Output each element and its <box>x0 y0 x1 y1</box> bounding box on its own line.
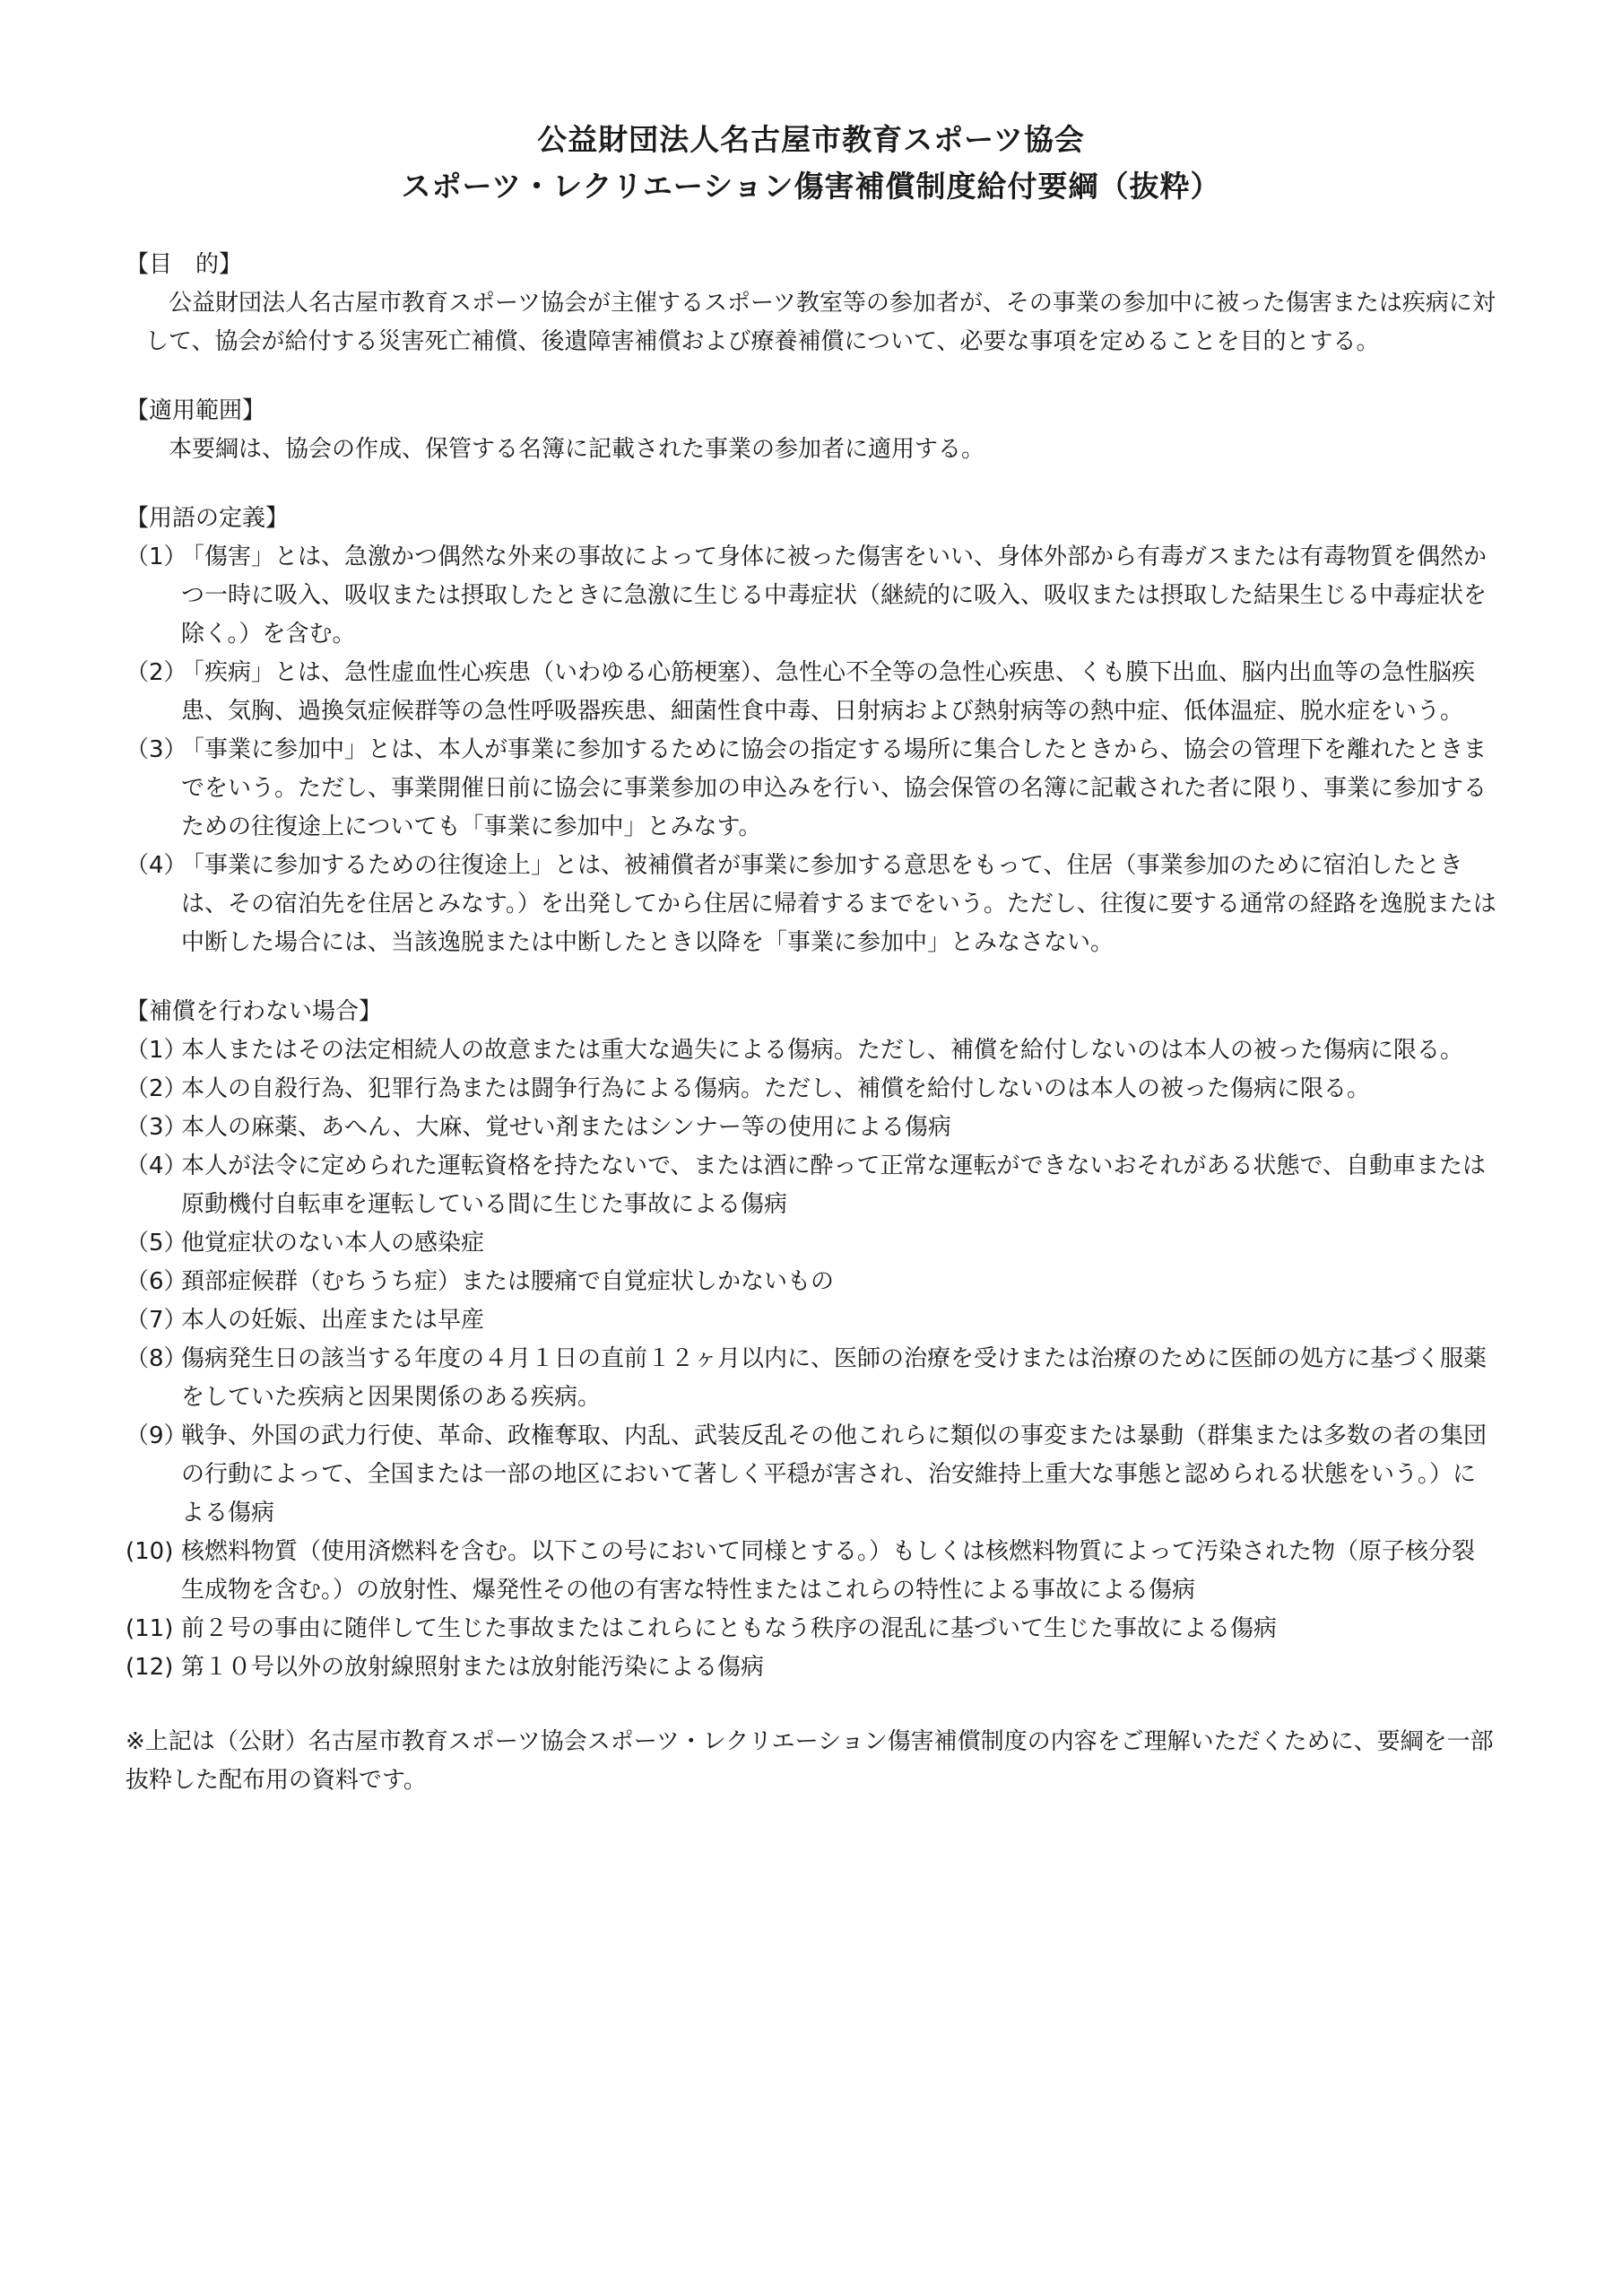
list-item <box>126 1224 1496 1263</box>
item-text: 「疾病」とは、急性虚血性心疾患（いわゆる心筋梗塞）、急性心不全等の急性心疾患、くも膜下出血、脳内出血等の急性脳疾患、気胸、過換気症候群等の急性呼吸器疾患、細菌性食中毒、日射病および熱射病等の熱中症、低体温症、脱水症をいう。 <box>181 659 1476 725</box>
scope-heading: 【適用範囲】 <box>126 397 266 424</box>
list-item <box>126 1533 1496 1610</box>
item-text: 核燃料物質（使用済燃料を含む。以下この号において同様とする。）もしくは核燃料物質によって汚染された物（原子核分裂生成物を含む。）の放射性、爆発性その他の有害な特性またはこれらの特性による事故による傷病 <box>181 1538 1476 1604</box>
list-item <box>126 1648 1496 1687</box>
item-text: 頚部症候群（むちうち症）または腰痛で自覚症状しかないもの <box>181 1268 835 1295</box>
item-text: 本人の麻薬、あへん、大麻、覚せい剤またはシンナー等の使用による傷病 <box>181 1114 951 1141</box>
item-number: （2） <box>126 1075 187 1102</box>
list-item <box>126 654 1496 731</box>
list-item <box>126 1031 1496 1070</box>
purpose-text: 公益財団法人名古屋市教育スポーツ協会が主催するスポーツ教室等の参加者が、その事業の参加中に被った傷害または疾病に対して、協会が給付する災害死亡補償、後遺障害補償および療養補償について、必要な事項を定めることを目的とする。 <box>145 290 1496 355</box>
list-item <box>126 1109 1496 1147</box>
item-number: (11) <box>126 1615 174 1642</box>
item-text: 「事業に参加中」とは、本人が事業に参加するために協会の指定する場所に集合したときから、協会の管理下を離れたときまでをいう。ただし、事業開催日前に協会に事業参加の申込みを行い、協会保管の名簿に記載された者に限り、事業に参加するための往復途上についても「事業に参加中」とみなす。 <box>181 736 1488 840</box>
definitions-heading: 【用語の定義】 <box>126 505 290 532</box>
item-text: 「事業に参加するための往復途上」とは、被補償者が事業に参加する意思をもって、住居（事業参加のために宿泊したときは、その宿泊先を住居とみなす。）を出発してから住居に帰着するまでをいう。ただし、往復に要する通常の経路を逸脱または中断した場合には、当該逸脱または中断したとき以降を「事業に参加中」とみなさない。 <box>181 852 1496 956</box>
scope-section <box>126 392 1496 469</box>
item-text: 本人の自殺行為、犯罪行為または闘争行為による傷病。ただし、補償を給付しないのは本人の被った傷病に限る。 <box>181 1075 1371 1102</box>
item-number: （5） <box>126 1230 187 1257</box>
item-number: （3） <box>126 736 187 763</box>
item-text: 第１０号以外の放射線照射または放射能汚染による傷病 <box>181 1654 765 1681</box>
item-text: 本人またはその法定相続人の故意または重大な過失による傷病。ただし、補償を給付しないのは本人の被った傷病に限る。 <box>181 1037 1464 1064</box>
item-text: 前２号の事由に随伴して生じた事故またはこれらにともなう秩序の混乱に基づいて生じた事故による傷病 <box>181 1615 1278 1642</box>
list-item <box>126 1301 1496 1340</box>
exclusions-section <box>126 993 1496 1687</box>
item-number: （6） <box>126 1268 187 1295</box>
list-item <box>126 1070 1496 1109</box>
title-block <box>126 117 1496 210</box>
item-number: （8） <box>126 1345 187 1372</box>
footnote: ※上記は（公財）名古屋市教育スポーツ協会スポーツ・レクリエーション傷害補償制度の内容をご理解いただくために、要綱を一部抜粋した配布用の資料です。 <box>126 1728 1494 1794</box>
exclusions-heading: 【補償を行わない場合】 <box>126 998 383 1025</box>
item-number: （4） <box>126 852 187 879</box>
document-title-line1: 公益財団法人名古屋市教育スポーツ協会 <box>537 122 1085 157</box>
list-item <box>126 847 1496 962</box>
list-item <box>126 1263 1496 1301</box>
purpose-section <box>126 246 1496 361</box>
list-item <box>126 1147 1496 1224</box>
item-text: 本人が法令に定められた運転資格を持たないで、または酒に酔って正常な運転ができないおそれがある状態で、自動車または原動機付自転車を運転している間に生じた事故による傷病 <box>181 1152 1486 1218</box>
item-number: （2） <box>126 659 187 686</box>
item-number: （4） <box>126 1152 187 1179</box>
exclusions-list <box>126 1031 1496 1687</box>
item-text: 本人の妊娠、出産または早産 <box>181 1307 485 1334</box>
list-item <box>126 1340 1496 1417</box>
item-text: 傷病発生日の該当する年度の４月１日の直前１２ヶ月以内に、医師の治療を受けまたは治療のために医師の処方に基づく服薬をしていた疾病と因果関係のある疾病。 <box>181 1345 1488 1411</box>
item-text: 戦争、外国の武力行使、革命、政権奪取、内乱、武装反乱その他これらに類似の事変または暴動（群集または多数の者の集団の行動によって、全国または一部の地区において著しく平穏が害され、治安維持上重大な事態と認められる状態をいう。）による傷病 <box>181 1422 1488 1526</box>
item-number: (12) <box>126 1654 174 1681</box>
document-title-line2: スポーツ・レクリエーション傷害補償制度給付要綱（抜粋） <box>401 169 1221 204</box>
definitions-list <box>126 538 1496 962</box>
list-item <box>126 1417 1496 1533</box>
list-item <box>126 731 1496 847</box>
item-number: (10) <box>126 1538 174 1565</box>
item-number: （9） <box>126 1422 187 1449</box>
definitions-section <box>126 500 1496 962</box>
purpose-heading: 【目 的】 <box>126 251 243 278</box>
scope-text: 本要綱は、協会の作成、保管する名簿に記載された事業の参加者に適用する。 <box>169 436 985 463</box>
item-number: （1） <box>126 544 187 570</box>
item-text: 「傷害」とは、急激かつ偶然な外来の事故によって身体に被った傷害をいい、身体外部から有毒ガスまたは有毒物質を偶然かつ一時に吸入、吸収または摂取したときに急激に生じる中毒症状（継続的に吸入、吸収または摂取した結果生じる中毒症状を除く。）を含む。 <box>181 544 1488 648</box>
list-item <box>126 538 1496 654</box>
item-text: 他覚症状のない本人の感染症 <box>181 1230 485 1257</box>
item-number: （1） <box>126 1037 187 1064</box>
list-item <box>126 1610 1496 1648</box>
item-number: （3） <box>126 1114 187 1141</box>
item-number: （7） <box>126 1307 187 1334</box>
